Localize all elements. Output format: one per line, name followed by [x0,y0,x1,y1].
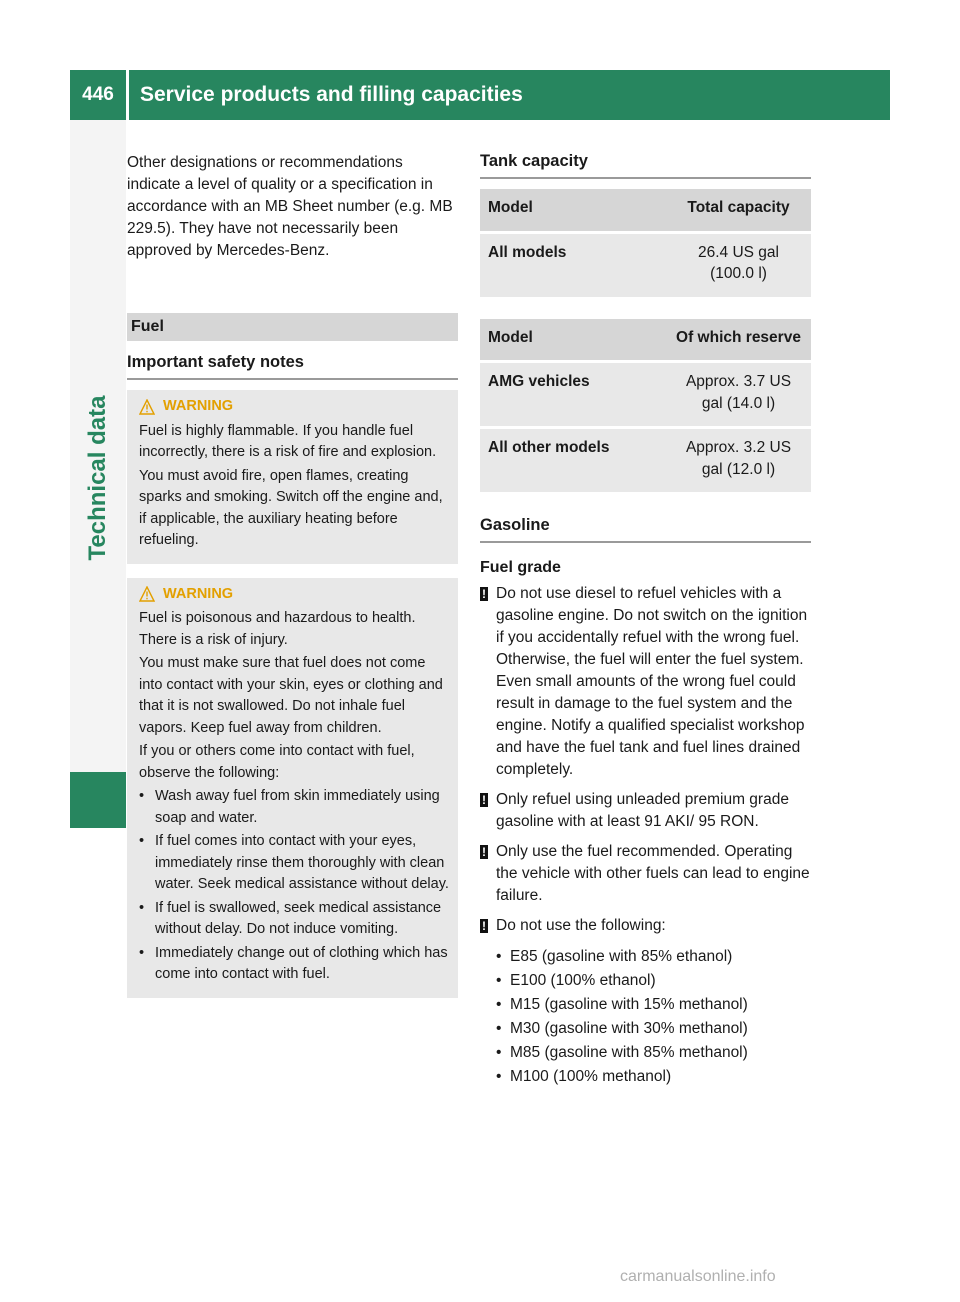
fuel-grade-heading: Fuel grade [480,559,561,576]
list-item [139,831,450,896]
warning-text: Fuel is highly flammable. If you handle fuel incorrectly, there is a risk of fire and explosion. [139,422,437,460]
notice-icon: ! [482,793,486,807]
table-header-row [480,319,811,361]
header-divider [126,70,129,120]
table-cell: Approx. 3.2 US gal (12.0 l) [666,426,811,492]
warning-label: WARNING [163,398,234,414]
notice-text: Only use the fuel recommended. Operating the vehicle with other fuels can lead to engine failure. [496,843,810,904]
list-item-text: Immediately change out of clothing which has come into contact with fuel. [155,944,448,982]
notice-text: Do not use the following: [496,917,666,934]
warning-text: You must avoid fire, open flames, creating sparks and smoking. Switch off the engine and, if applicable, the auxiliary heating before refueling. [139,467,443,548]
table-header-row [480,189,811,231]
safety-heading: Important safety notes [127,353,458,380]
warning-triangle-icon [139,586,155,602]
table-cell: Approx. 3.7 US gal (14.0 l) [666,360,811,426]
list-item-text: Wash away fuel from skin immediately using soap and water. [155,788,440,826]
table-header-cell: Of which reserve [666,319,811,361]
reserve-capacity-table [480,319,811,493]
intro-paragraph: Other designations or recommendations indicate a level of quality or a specification in accordance with an MB Sheet number (e.g. MB 229.5). They have not necessarily been approved by Mercedes-Benz. [127,154,453,259]
side-tab-marker [70,772,126,828]
warning-label: WARNING [163,585,234,602]
table-cell: AMG vehicles [480,360,666,426]
list-item [480,945,811,969]
bullet: • [496,1020,502,1037]
warning-text: Fuel is poisonous and hazardous to health. There is a risk of injury. [139,610,416,648]
notice-icon: ! [482,587,486,601]
warning-box-2 [127,578,458,998]
bullet: • [496,1044,502,1061]
list-item [139,943,450,986]
table-header-cell: Total capacity [666,189,811,231]
table-header-cell: Model [480,319,666,361]
list-item [139,898,450,941]
bullet: • [496,996,502,1013]
section-bar-fuel: Fuel [127,313,458,341]
bullet: • [139,944,145,961]
bullet: • [496,972,502,989]
list-item-text: M85 (gasoline with 85% methanol) [510,1044,748,1061]
tank-capacity-heading: Tank capacity [480,152,811,179]
watermark: carmanualsonline.info [620,1268,776,1285]
right-column [480,152,811,1089]
table-header-cell: Model [480,189,666,231]
bullet: • [496,1068,502,1085]
warning-text: You must make sure that fuel does not come into contact with your skin, eyes or clothing and that it is not swallowed. Do not inhale fuel vapors. Keep fuel away from children. [139,655,443,736]
warning-text: If you or others come into contact with fuel, observe the following: [139,743,415,781]
side-tab-label: Technical data [84,395,111,561]
list-item [139,786,450,829]
list-item-text: M15 (gasoline with 15% methanol) [510,996,748,1013]
gasoline-heading: Gasoline [480,516,811,543]
list-item [480,1017,811,1041]
list-item [480,1041,811,1065]
notice-item [480,789,811,833]
list-item-text: M30 (gasoline with 30% methanol) [510,1020,748,1037]
notice-text: Do not use diesel to refuel vehicles with a gasoline engine. Do not switch on the ignition if you accidentally refuel with the wrong fuel. Otherwise, the fuel will enter the fuel system. Even small amounts of the wrong fuel could result in damage to the fuel system and the engine. Notify a qualified specialist workshop and have the fuel tank and fuel lines drained completely. [496,585,808,778]
warning-box-1 [127,390,458,564]
notice-icon: ! [482,845,486,859]
list-item-text: If fuel comes into contact with your eyes, immediately rinse them thoroughly with clean water. Seek medical assistance without delay. [155,833,449,892]
list-item [480,1065,811,1089]
warning-header [139,396,450,418]
table-row [480,426,811,492]
list-item [480,993,811,1017]
page-number: 446 [82,84,114,105]
total-capacity-table [480,189,811,297]
list-item-text: M100 (100% methanol) [510,1068,672,1085]
notice-text: Only refuel using unleaded premium grade gasoline with at least 91 AKI/ 95 RON. [496,791,789,830]
notice-item [480,915,811,937]
table-row [480,360,811,426]
table-cell: All other models [480,426,666,492]
page-title: Service products and filling capacities [140,83,523,106]
bullet: • [139,788,145,804]
table-cell: All models [480,231,666,297]
bullet: • [139,833,145,849]
list-item-text: E85 (gasoline with 85% ethanol) [510,948,733,965]
notice-item [480,841,811,907]
list-item-text: If fuel is swallowed, seek medical assistance without delay. Do not induce vomiting. [155,899,442,937]
warning-triangle-icon [139,399,155,415]
list-item-text: E100 (100% ethanol) [510,972,656,989]
table-cell: 26.4 US gal (100.0 l) [666,231,811,297]
table-row [480,231,811,297]
left-column [127,152,458,998]
notice-icon: ! [482,919,486,933]
notice-item [480,583,811,781]
bullet: • [139,899,145,916]
warning-header [139,584,450,606]
list-item [480,969,811,993]
bullet: • [496,948,502,965]
